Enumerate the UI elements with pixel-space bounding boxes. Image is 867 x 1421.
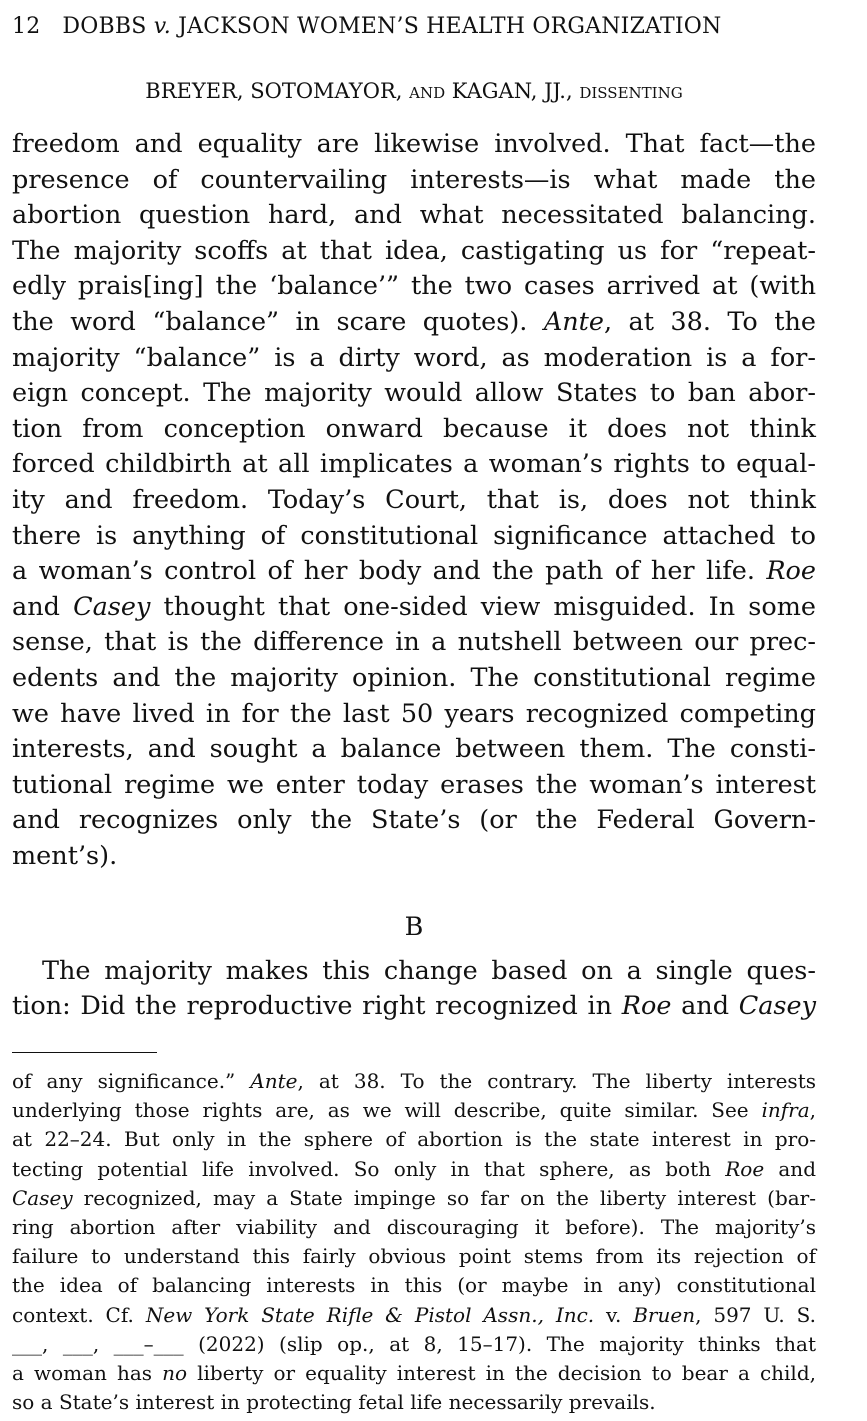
text-line: ity and freedom. Today’s Court, that is, does not think: [12, 484, 816, 515]
opinion-label-text: BREYER, SOTOMAYOR, and KAGAN, JJ., dissenting: [145, 79, 683, 103]
text-line: we have lived in for the last 50 years recognized competing: [12, 698, 816, 729]
text-line: The majority scoffs at that idea, castigating us for “repeat-: [12, 235, 816, 266]
section-heading: B: [404, 912, 424, 943]
text-line: tion from conception onward because it does not think: [12, 413, 816, 444]
spacer: [12, 946, 816, 954]
footnote-line: ring abortion after viability and discouraging it before). The majority’s: [12, 1214, 816, 1239]
text-line: majority “balance” is a dirty word, as moderation is a for-: [12, 342, 816, 373]
footnote-line: context. Cf. New York State Rifle & Pistol Assn., Inc. v. Bruen, 597 U. S.: [12, 1302, 817, 1327]
text-line: ment’s).: [12, 840, 118, 871]
text-line: edents and the majority opinion. The constitutional regime: [12, 662, 816, 693]
text-line: freedom and equality are likewise involved. That fact—the: [12, 129, 816, 159]
text-line: tion: Did the reproductive right recognized in Roe and Casey: [12, 991, 816, 1022]
text-line: and recognizes only the State’s (or the Federal Govern-: [12, 805, 816, 836]
footnote-line: failure to understand this fairly obvious point stems from its rejection of: [12, 1244, 816, 1269]
text-line: The majority makes this change based on a single ques-: [42, 955, 816, 986]
footnote-rule: [12, 1052, 157, 1053]
text-line: interests, and sought a balance between them. The consti-: [12, 734, 816, 765]
footnote-line: tecting potential life involved. So only in that sphere, as both Roe and: [12, 1156, 816, 1181]
footnote-line: ___, ___, ___–___ (2022) (slip op., at 8, 15–17). The majority thinks that: [12, 1331, 816, 1356]
page-number: 12: [12, 14, 41, 39]
footnote-line: the idea of balancing interests in this (or maybe in any) constitutional: [12, 1273, 816, 1298]
case-title-part: DOBBS: [62, 14, 154, 39]
spacer: [12, 874, 816, 910]
text-line: a woman’s control of her body and the path of her life. Roe: [12, 556, 816, 587]
case-title: [62, 14, 721, 39]
footnote: [12, 1067, 816, 1417]
text-line: and Casey thought that one-sided view misguided. In some: [12, 591, 816, 622]
footnote-line: underlying those rights are, as we will describe, quite similar. See infra,: [12, 1098, 816, 1123]
text-line: there is anything of constitutional significance attached to: [12, 520, 816, 551]
text-line: tutional regime we enter today erases the woman’s interest: [12, 769, 816, 800]
text-line: presence of countervailing interests—is what made the: [12, 164, 816, 195]
text-line: forced childbirth at all implicates a woman’s rights to equal-: [12, 449, 816, 480]
text-line: eign concept. The majority would allow States to ban abor-: [12, 378, 816, 409]
case-title-part: JACKSON WOMEN’S HEALTH ORGANIZATION: [170, 14, 722, 39]
text-line: abortion question hard, and what necessitated balancing.: [12, 200, 816, 231]
main-text: [12, 127, 816, 1025]
case-title-versus: v.: [153, 14, 171, 39]
text-line: sense, that is the difference in a nutshell between our prec-: [12, 627, 816, 658]
footnote-line: Casey recognized, may a State impinge so far on the liberty interest (bar-: [12, 1185, 816, 1210]
footnote-line: a woman has no liberty or equality interest in the decision to bear a child,: [12, 1360, 816, 1385]
footnote-line: of any significance.” Ante, at 38. To the contrary. The liberty interests: [12, 1069, 816, 1093]
footnote-line: so a State’s interest in protecting fetal life necessarily prevails.: [12, 1390, 656, 1415]
opinion-label: [12, 78, 816, 104]
running-head: [12, 14, 816, 40]
footnote-line: at 22–24. But only in the sphere of abortion is the state interest in pro-: [12, 1127, 816, 1152]
text-line: edly prais[ing] the ‘balance’” the two cases arrived at (with: [12, 271, 816, 302]
text-line: the word “balance” in scare quotes). Ante, at 38. To the: [12, 306, 816, 337]
